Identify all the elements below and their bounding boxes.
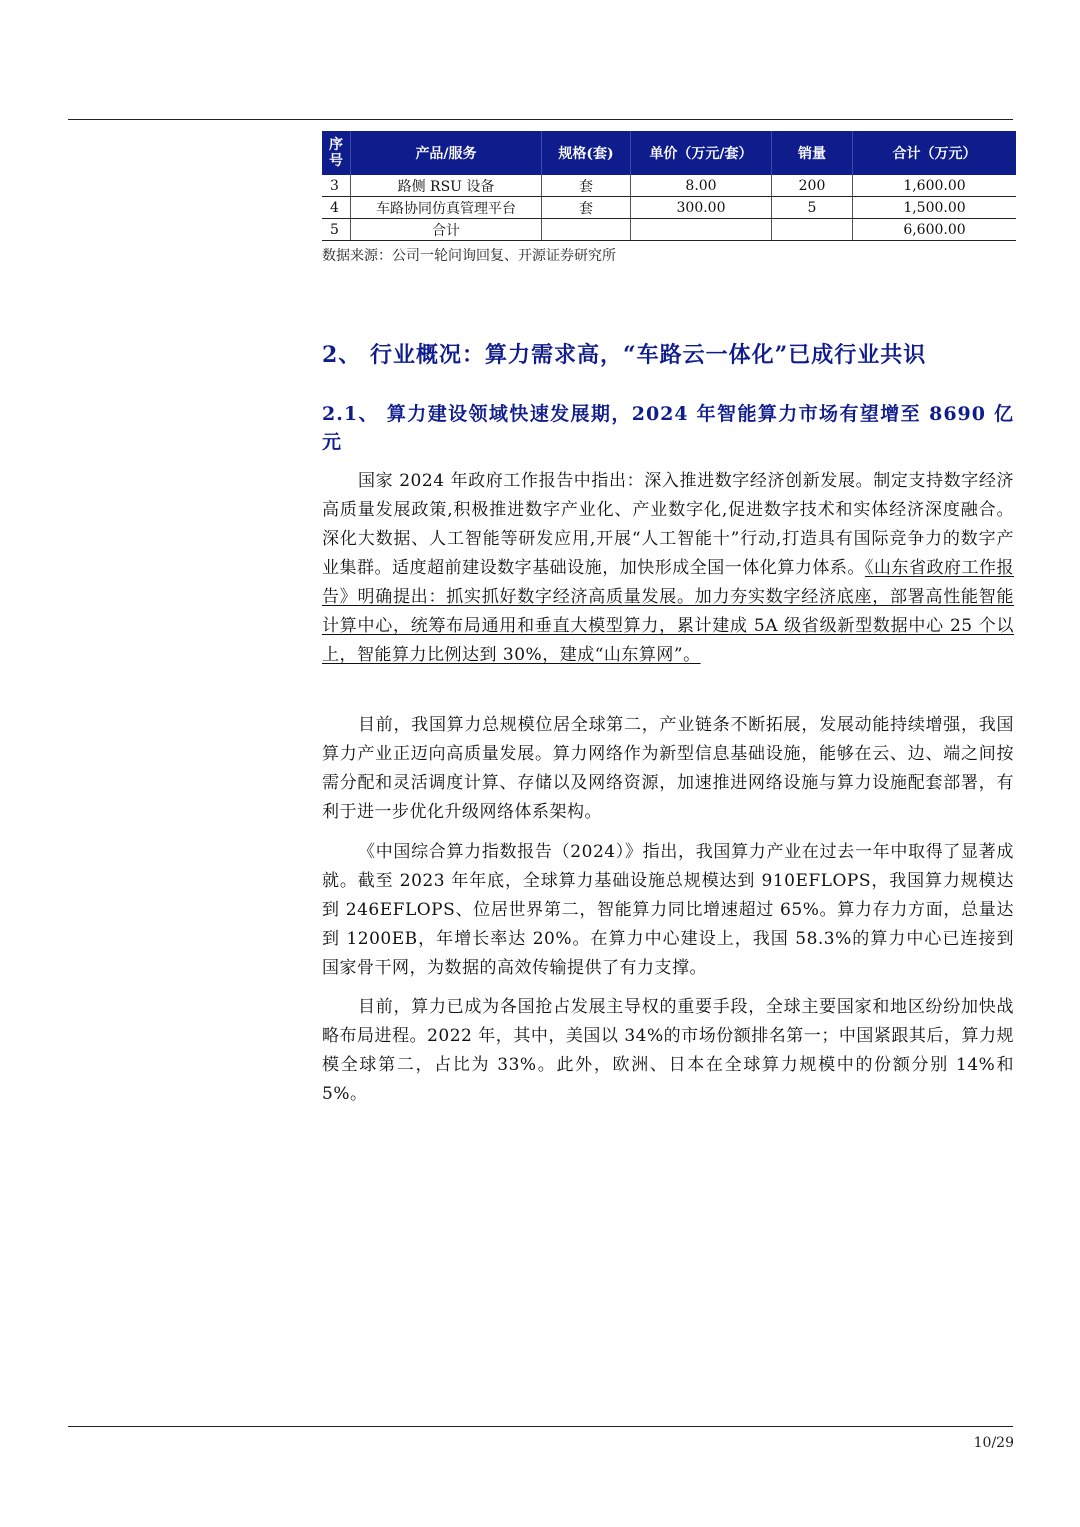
cell-product: 车路协同仿真管理平台 — [351, 197, 542, 219]
cell-total: 6,600.00 — [853, 219, 1017, 241]
cell-price: 8.00 — [631, 175, 772, 197]
product-table — [322, 131, 1016, 241]
cell-price — [631, 219, 772, 241]
cell-qty: 5 — [772, 197, 853, 219]
header-product: 产品/服务 — [351, 131, 542, 175]
cell-seq: 4 — [322, 197, 351, 219]
cell-product: 路侧 RSU 设备 — [351, 175, 542, 197]
table-source-note: 数据来源：公司一轮问询回复、开源证券研究所 — [322, 248, 616, 264]
paragraph-3: 《中国综合算力指数报告（2024）》指出，我国算力产业在过去一年中取得了显著成就。截至 2023 年年底，全球算力基础设施总规模达到 910EFLOPS，我国算力规模达到 246EFLOPS、位居世界第二，智能算力同比增速超过 65%。算力存力方面，总量达到 1200EB，年增长率达 20%。在算力中心建设上，我国 58.3%的算力中心已连接到国家骨干网，为数据的高效传输提供了有力支撑。 — [322, 842, 1014, 978]
cell-total: 1,600.00 — [853, 175, 1017, 197]
header-rule — [68, 119, 1013, 120]
header-price: 单价（万元/套） — [631, 131, 772, 175]
table-header-row — [322, 131, 1016, 175]
cell-product: 合计 — [351, 219, 542, 241]
footer-rule — [68, 1426, 1013, 1427]
header-qty: 销量 — [772, 131, 853, 175]
cell-price: 300.00 — [631, 197, 772, 219]
header-spec: 规格(套) — [542, 131, 631, 175]
cell-spec — [542, 219, 631, 241]
paragraph-2: 目前，我国算力总规模位居全球第二，产业链条不断拓展，发展动能持续增强，我国算力产业正迈向高质量发展。算力网络作为新型信息基础设施，能够在云、边、端之间按需分配和灵活调度计算、存储以及网络资源，加速推进网络设施与算力设施配套部署，有利于进一步优化升级网络体系架构。 — [322, 715, 1014, 822]
cell-seq: 3 — [322, 175, 351, 197]
cell-seq: 5 — [322, 219, 351, 241]
table-row — [322, 197, 1016, 219]
paragraph-1-underlined-text: 《山东省政府工作报告》明确提出：抓实抓好数字经济高质量发展。加力夯实数字经济底座，部署高性能智能计算中心，统筹布局通用和垂直大模型算力，累计建成 5A 级省级新型数据中心 25 个以上，智能算力比例达到 30%，建成“山东算网”。 — [322, 558, 1015, 665]
cell-total: 1,500.00 — [853, 197, 1017, 219]
section-heading: 2、 行业概况：算力需求高，“车路云一体化”已成行业共识 — [322, 342, 927, 368]
table-row — [322, 175, 1016, 197]
paragraph-4: 目前，算力已成为各国抢占发展主导权的重要手段，全球主要国家和地区纷纷加快战略布局进程。2022 年，其中，美国以 34%的市场份额排名第一；中国紧跟其后，算力规模全球第二，占比为 33%。此外，欧洲、日本在全球算力规模中的份额分别 14%和 5%。 — [322, 997, 1014, 1104]
cell-spec: 套 — [542, 175, 631, 197]
paragraph-1 — [322, 467, 1014, 670]
page-number: 10/29 — [973, 1435, 1014, 1451]
cell-qty: 200 — [772, 175, 853, 197]
paragraph-1-text: 国家 2024 年政府工作报告中指出：深入推进数字经济创新发展。制定支持数字经济高质量发展政策,积极推进数字产业化、产业数字化,促进数字技术和实体经济深度融合。深化大数据、人工智能等研发应用,开展“人工智能十”行动,打造具有国际竞争力的数字产业集群。适度超前建设数字基础设施，加快形成全国一体化算力体系。 — [322, 471, 1014, 578]
header-total: 合计（万元） — [853, 131, 1017, 175]
cell-qty — [772, 219, 853, 241]
table-row — [322, 219, 1016, 241]
subsection-heading: 2.1、 算力建设领域快速发展期，2024 年智能算力市场有望增至 8690 亿元 — [322, 403, 1014, 453]
cell-spec: 套 — [542, 197, 631, 219]
header-seq: 序 号 — [322, 131, 351, 175]
